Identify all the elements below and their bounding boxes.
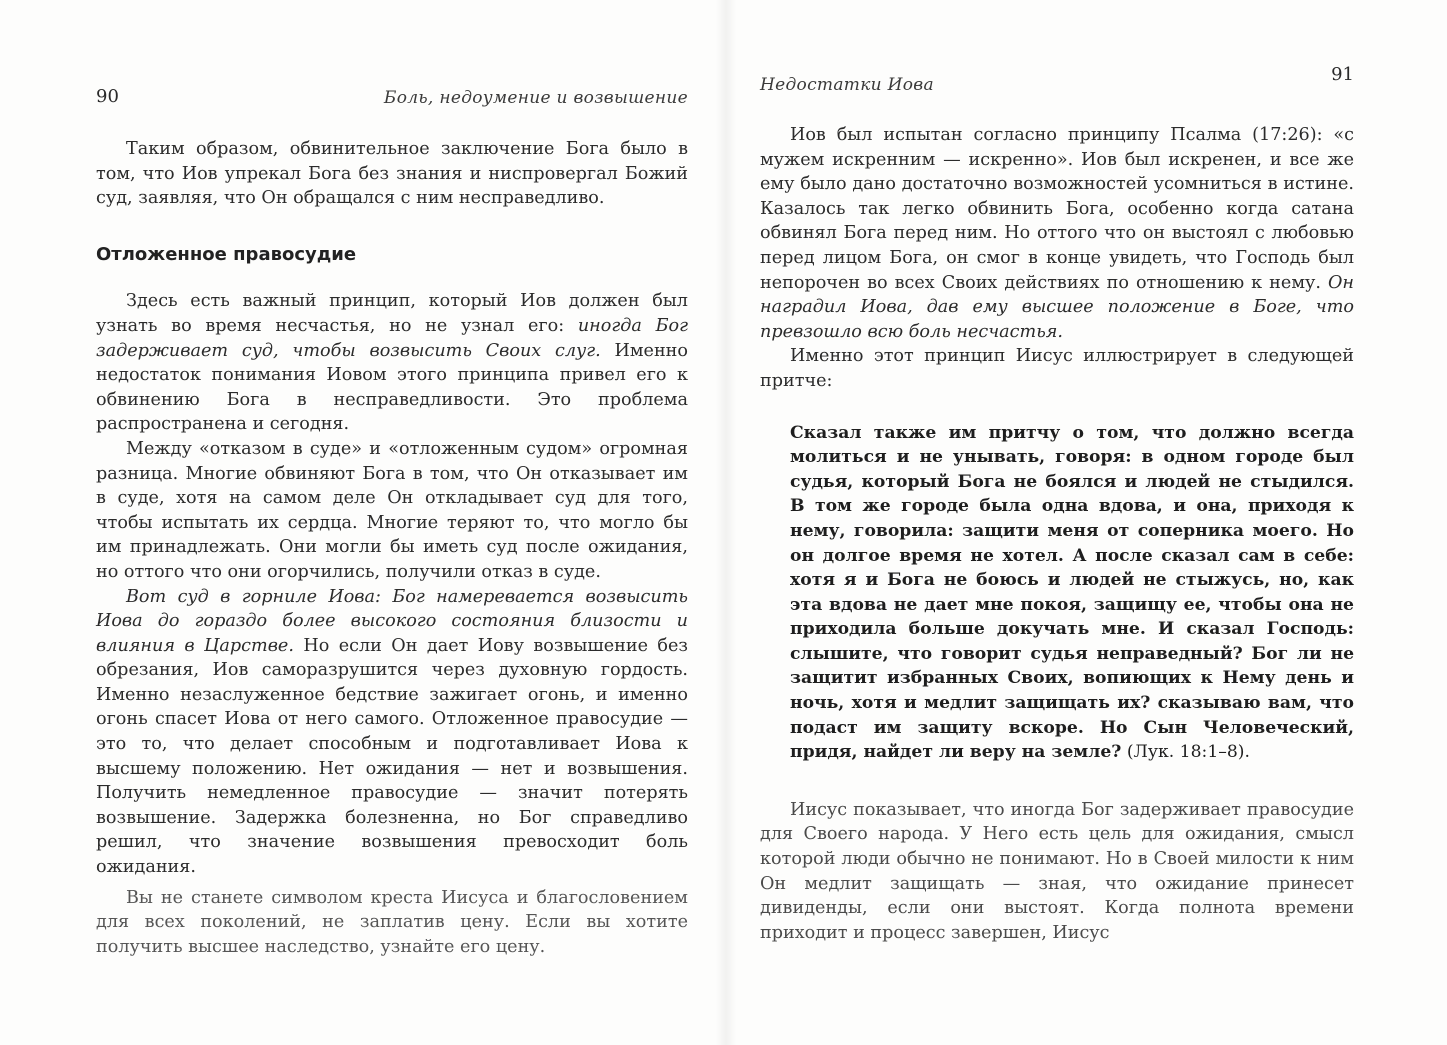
right-page — [760, 0, 1354, 1045]
paragraph: Вы не станете символом креста Иисуса и благословением для всех поколений, не заплатив цену. Если вы хотите получить высшее наследство, узнайте его цену. — [96, 887, 688, 957]
page-number-left: 90 — [96, 86, 119, 107]
paragraph: Таким образом, обвинительное заключение Бога было в том, что Иов упрекал Бога без знания и ниспровергал Божий суд, заявляя, что Он обращался с ним несправедливо. — [96, 139, 688, 209]
quote-reference: (Лук. 18:1–8). — [1121, 742, 1250, 763]
italic-text: иногда Бог задерживает суд, чтобы возвысить Своих слуг. — [96, 315, 688, 361]
page-number-right: 91 — [1331, 64, 1354, 85]
quote-text: Сказал также им притчу о том, что должно всегда молиться и не унывать, говоря: в одном городе был судья, который Бога не боялся и людей не стыдился. В том же городе была одна вдова, и она, приходя к нему, говорила: защити меня от соперника моего. Но он долгое время не хотел. А после сказал сам в себе: хотя я и Бога не боюсь и людей не стыжусь, но, как эта вдова не дает мне покоя, защищу ее, чтобы она не приходила больше докучать мне. И сказал Господь: слышите, что говорит судья неправедный? Бог ли не защитит избранных Своих, вопиющих к Нему день и ночь, хотя и медлит защищать их? сказываю вам, что подаст им защиту вскоре. Но Сын Человеческий, придя, найдет ли веру на земле? — [790, 422, 1354, 763]
left-page-body — [96, 137, 688, 959]
paragraph — [96, 289, 688, 437]
italic-text: Вот суд в горниле Иова: Бог намеревается возвысить Иова до гораздо более высокого состояния близости и влияния в Царстве. — [96, 586, 688, 656]
book-gutter — [716, 0, 736, 1045]
paragraph — [760, 123, 1354, 344]
text-run: Именно недостаток понимания Иовом этого принципа привел его к обвинению Бога в несправедливости. Это проблема распространена и сегодня. — [96, 340, 689, 435]
text-run: Здесь есть важный принцип, который Иов должен был узнать во время несчастья, но не узнал его: — [96, 291, 688, 336]
italic-text: Он наградил Иова, дав ему высшее положение в Боге, что превзошло всю боль несчастья. — [760, 272, 1354, 342]
text-run: Но если Он дает Иову возвышение без обрезания, Иов саморазрушится через духовную гордость. Именно незаслуженное бедствие зажигает огонь, и именно огонь спасет Иова от него самого. Отложенное правосудие — это то, что делает способным и подготавливает Иова к высшему положению. Нет ожидания — нет и возвышения. Получить немедленное правосудие — значит потерять возвышение. Задержка болезненна, но Бог справедливо решил, что значение возвышения превосходит боль ожидания. — [96, 635, 689, 878]
paragraph: Между «отказом в суде» и «отложенным судом» огромная разница. Многие обвиняют Бога в том, что Он отказывает им в суде, хотя на самом деле Он откладывает суд для того, чтобы испытать их сердца. Многие теряют то, что могло бы им принадлежать. Они могли бы иметь суд после ожидания, но оттого что они огорчились, получили отказ в суде. — [96, 438, 688, 582]
running-head-right: Недостатки Иова — [760, 75, 934, 95]
section-heading: Отложенное правосудие — [96, 243, 357, 265]
paragraph: Именно этот принцип Иисус иллюстрирует в следующей притче: — [760, 346, 1354, 391]
paragraph: Иисус показывает, что иногда Бог задерживает правосудие для Своего народа. У Него есть цель для ожидания, смысл которой люди обычно не понимают. Но в Своей милости к ним Он медлит защищать — зная, что ожидание принесет дивиденды, если они выстоят. Когда полнота времени приходит и процесс завершен, Иисус — [760, 799, 1354, 943]
scripture-quote — [790, 421, 1354, 765]
right-page-body — [760, 123, 1354, 945]
text-run: Иов был испытан согласно принципу Псалма (17:26): «с мужем искренним — искренно». Иов был искренен, и все же ему было дано достаточно возможностей усомниться в истине. Казалось так легко обвинить Бога, особенно когда сатана обвинял Бога перед ним. Но оттого что он выстоял с любовью перед лицом Бога, он смог в конце увидеть, что Господь был непорочен во всех Своих действиях по отношению к нему. — [760, 125, 1354, 293]
paragraph — [96, 585, 688, 880]
left-page — [96, 0, 688, 1045]
running-head-left: Боль, недоумение и возвышение — [383, 88, 688, 108]
